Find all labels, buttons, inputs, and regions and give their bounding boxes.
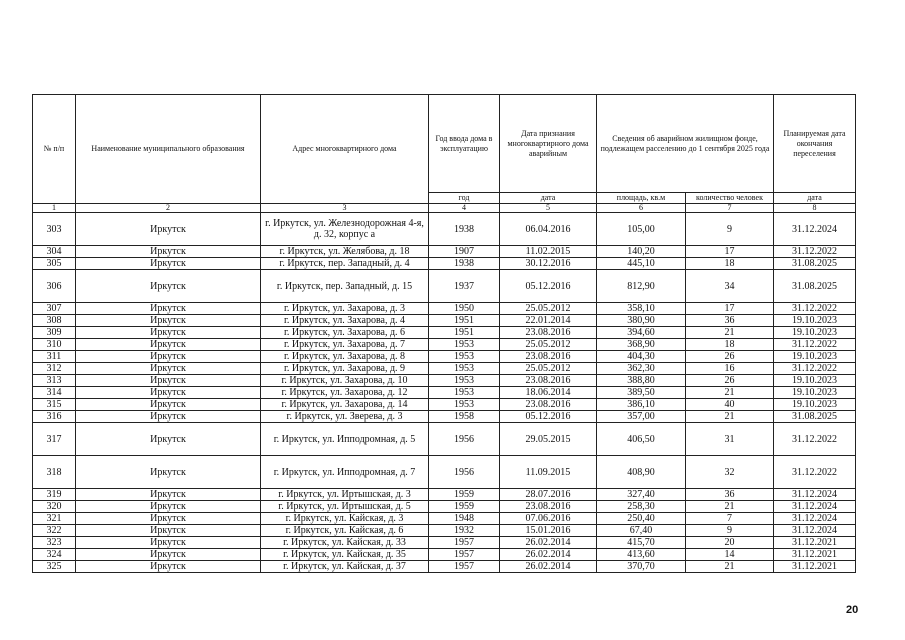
header-year: Год ввода дома в эксплуатацию: [429, 95, 500, 193]
cell-planned-date: 31.08.2025: [774, 411, 856, 423]
cell-year: 1956: [429, 423, 500, 456]
column-number: 2: [76, 204, 261, 213]
cell-municipality: Иркутск: [76, 399, 261, 411]
cell-area: 380,90: [597, 315, 686, 327]
cell-municipality: Иркутск: [76, 339, 261, 351]
cell-address: г. Иркутск, пер. Западный, д. 15: [261, 270, 429, 303]
cell-address: г. Иркутск, ул. Захарова, д. 10: [261, 375, 429, 387]
cell-year: 1957: [429, 549, 500, 561]
cell-planned-date: 31.08.2025: [774, 258, 856, 270]
cell-area: 394,60: [597, 327, 686, 339]
cell-municipality: Иркутск: [76, 525, 261, 537]
cell-year: 1953: [429, 375, 500, 387]
column-number: 7: [686, 204, 774, 213]
cell-address: г. Иркутск, ул. Захарова, д. 9: [261, 363, 429, 375]
cell-people: 9: [686, 525, 774, 537]
table-row: [33, 375, 856, 387]
cell-area: 388,80: [597, 375, 686, 387]
cell-planned-date: 31.12.2022: [774, 339, 856, 351]
header-address: Адрес многоквартирного дома: [261, 95, 429, 204]
cell-year: 1950: [429, 303, 500, 315]
cell-emergency-date: 23.08.2016: [500, 327, 597, 339]
cell-people: 32: [686, 456, 774, 489]
table-row: [33, 423, 856, 456]
table-row: [33, 315, 856, 327]
cell-emergency-date: 11.09.2015: [500, 456, 597, 489]
cell-area: 250,40: [597, 513, 686, 525]
cell-row-number: 317: [33, 423, 76, 456]
cell-emergency-date: 23.08.2016: [500, 351, 597, 363]
cell-people: 34: [686, 270, 774, 303]
cell-row-number: 313: [33, 375, 76, 387]
cell-address: г. Иркутск, ул. Кайская, д. 37: [261, 561, 429, 573]
cell-emergency-date: 22.01.2014: [500, 315, 597, 327]
cell-planned-date: 31.12.2022: [774, 456, 856, 489]
cell-planned-date: 31.12.2022: [774, 303, 856, 315]
cell-row-number: 304: [33, 246, 76, 258]
cell-row-number: 321: [33, 513, 76, 525]
cell-address: г. Иркутск, ул. Иртышская, д. 5: [261, 501, 429, 513]
header-municipality: Наименование муниципального образования: [76, 95, 261, 204]
cell-address: г. Иркутск, ул. Желябова, д. 18: [261, 246, 429, 258]
cell-municipality: Иркутск: [76, 387, 261, 399]
cell-municipality: Иркутск: [76, 303, 261, 315]
cell-municipality: Иркутск: [76, 375, 261, 387]
cell-emergency-date: 11.02.2015: [500, 246, 597, 258]
column-number: 4: [429, 204, 500, 213]
cell-people: 9: [686, 213, 774, 246]
cell-planned-date: 31.12.2024: [774, 525, 856, 537]
subheader-area: площадь, кв.м: [597, 193, 686, 204]
cell-people: 17: [686, 246, 774, 258]
cell-row-number: 325: [33, 561, 76, 573]
cell-people: 16: [686, 363, 774, 375]
cell-emergency-date: 05.12.2016: [500, 411, 597, 423]
cell-year: 1953: [429, 351, 500, 363]
cell-year: 1958: [429, 411, 500, 423]
cell-area: 362,30: [597, 363, 686, 375]
cell-address: г. Иркутск, ул. Захарова, д. 8: [261, 351, 429, 363]
cell-municipality: Иркутск: [76, 501, 261, 513]
table-row: [33, 537, 856, 549]
cell-municipality: Иркутск: [76, 246, 261, 258]
column-number: 5: [500, 204, 597, 213]
cell-municipality: Иркутск: [76, 258, 261, 270]
cell-emergency-date: 15.01.2016: [500, 525, 597, 537]
cell-emergency-date: 25.05.2012: [500, 363, 597, 375]
table-row: [33, 258, 856, 270]
cell-planned-date: 31.12.2022: [774, 423, 856, 456]
cell-area: 258,30: [597, 501, 686, 513]
cell-area: 386,10: [597, 399, 686, 411]
cell-people: 26: [686, 375, 774, 387]
cell-people: 21: [686, 501, 774, 513]
cell-people: 14: [686, 549, 774, 561]
cell-year: 1956: [429, 456, 500, 489]
cell-year: 1951: [429, 327, 500, 339]
cell-row-number: 324: [33, 549, 76, 561]
cell-row-number: 316: [33, 411, 76, 423]
cell-area: 404,30: [597, 351, 686, 363]
column-number: 6: [597, 204, 686, 213]
cell-year: 1953: [429, 363, 500, 375]
cell-year: 1951: [429, 315, 500, 327]
cell-area: 445,10: [597, 258, 686, 270]
cell-year: 1959: [429, 489, 500, 501]
cell-emergency-date: 23.08.2016: [500, 375, 597, 387]
cell-year: 1932: [429, 525, 500, 537]
cell-address: г. Иркутск, ул. Кайская, д. 33: [261, 537, 429, 549]
cell-year: 1953: [429, 339, 500, 351]
cell-row-number: 314: [33, 387, 76, 399]
header-row-number: № п/п: [33, 95, 76, 204]
cell-row-number: 312: [33, 363, 76, 375]
header-planned-date: Планируемая дата окончания переселения: [774, 95, 856, 193]
cell-emergency-date: 29.05.2015: [500, 423, 597, 456]
cell-address: г. Иркутск, ул. Захарова, д. 4: [261, 315, 429, 327]
cell-people: 40: [686, 399, 774, 411]
cell-area: 370,70: [597, 561, 686, 573]
cell-area: 358,10: [597, 303, 686, 315]
cell-row-number: 318: [33, 456, 76, 489]
cell-planned-date: 19.10.2023: [774, 351, 856, 363]
cell-emergency-date: 23.08.2016: [500, 399, 597, 411]
table-row: [33, 363, 856, 375]
cell-planned-date: 31.12.2024: [774, 213, 856, 246]
cell-emergency-date: 18.06.2014: [500, 387, 597, 399]
cell-year: 1959: [429, 501, 500, 513]
cell-row-number: 319: [33, 489, 76, 501]
cell-planned-date: 31.12.2024: [774, 513, 856, 525]
table-row: [33, 399, 856, 411]
cell-address: г. Иркутск, ул. Кайская, д. 3: [261, 513, 429, 525]
cell-address: г. Иркутск, ул. Захарова, д. 12: [261, 387, 429, 399]
cell-year: 1937: [429, 270, 500, 303]
cell-address: г. Иркутск, ул. Кайская, д. 35: [261, 549, 429, 561]
table-row: [33, 561, 856, 573]
cell-row-number: 310: [33, 339, 76, 351]
cell-planned-date: 19.10.2023: [774, 375, 856, 387]
cell-emergency-date: 23.08.2016: [500, 501, 597, 513]
cell-row-number: 315: [33, 399, 76, 411]
cell-area: 408,90: [597, 456, 686, 489]
cell-planned-date: 31.12.2022: [774, 363, 856, 375]
table-row: [33, 246, 856, 258]
cell-emergency-date: 06.04.2016: [500, 213, 597, 246]
cell-address: г. Иркутск, ул. Ипподромная, д. 5: [261, 423, 429, 456]
cell-area: 105,00: [597, 213, 686, 246]
cell-area: 67,40: [597, 525, 686, 537]
table-row: [33, 387, 856, 399]
cell-address: г. Иркутск, ул. Захарова, д. 6: [261, 327, 429, 339]
cell-people: 21: [686, 387, 774, 399]
table-row: [33, 351, 856, 363]
cell-address: г. Иркутск, ул. Кайская, д. 6: [261, 525, 429, 537]
cell-area: 368,90: [597, 339, 686, 351]
cell-row-number: 322: [33, 525, 76, 537]
cell-municipality: Иркутск: [76, 456, 261, 489]
cell-people: 17: [686, 303, 774, 315]
cell-people: 31: [686, 423, 774, 456]
cell-planned-date: 19.10.2023: [774, 315, 856, 327]
cell-people: 18: [686, 339, 774, 351]
cell-planned-date: 19.10.2023: [774, 399, 856, 411]
cell-people: 36: [686, 489, 774, 501]
cell-emergency-date: 28.07.2016: [500, 489, 597, 501]
cell-municipality: Иркутск: [76, 489, 261, 501]
table-row: [33, 303, 856, 315]
cell-area: 812,90: [597, 270, 686, 303]
cell-people: 7: [686, 513, 774, 525]
cell-address: г. Иркутск, ул. Ипподромная, д. 7: [261, 456, 429, 489]
cell-emergency-date: 26.02.2014: [500, 549, 597, 561]
cell-address: г. Иркутск, ул. Железнодорожная 4-я, д. 32, корпус а: [261, 213, 429, 246]
subheader-year: год: [429, 193, 500, 204]
subheader-end-date: дата: [774, 193, 856, 204]
cell-planned-date: 31.12.2021: [774, 561, 856, 573]
cell-municipality: Иркутск: [76, 213, 261, 246]
header-housing-info: Сведения об аварийном жилищном фонде, подлежащем расселению до 1 сентября 2025 года: [597, 95, 774, 193]
cell-address: г. Иркутск, ул. Захарова, д. 14: [261, 399, 429, 411]
page-number: 20: [846, 604, 859, 616]
cell-row-number: 305: [33, 258, 76, 270]
cell-row-number: 320: [33, 501, 76, 513]
cell-emergency-date: 30.12.2016: [500, 258, 597, 270]
table-row: [33, 456, 856, 489]
cell-address: г. Иркутск, ул. Иртышская, д. 3: [261, 489, 429, 501]
cell-planned-date: 31.12.2022: [774, 246, 856, 258]
cell-row-number: 323: [33, 537, 76, 549]
cell-row-number: 308: [33, 315, 76, 327]
cell-people: 26: [686, 351, 774, 363]
cell-address: г. Иркутск, ул. Зверева, д. 3: [261, 411, 429, 423]
cell-area: 357,00: [597, 411, 686, 423]
table-body: [33, 213, 856, 573]
cell-planned-date: 19.10.2023: [774, 327, 856, 339]
cell-municipality: Иркутск: [76, 270, 261, 303]
table-row: [33, 339, 856, 351]
header-emergency-date: Дата признания многоквартирного дома аварийным: [500, 95, 597, 193]
cell-municipality: Иркутск: [76, 423, 261, 456]
cell-emergency-date: 25.05.2012: [500, 303, 597, 315]
cell-emergency-date: 26.02.2014: [500, 561, 597, 573]
cell-people: 36: [686, 315, 774, 327]
table-row: [33, 513, 856, 525]
table-row: [33, 270, 856, 303]
table-row: [33, 549, 856, 561]
cell-address: г. Иркутск, ул. Захарова, д. 7: [261, 339, 429, 351]
subheader-date: дата: [500, 193, 597, 204]
cell-row-number: 306: [33, 270, 76, 303]
cell-row-number: 311: [33, 351, 76, 363]
cell-area: 140,20: [597, 246, 686, 258]
cell-row-number: 303: [33, 213, 76, 246]
column-number: 8: [774, 204, 856, 213]
cell-area: 406,50: [597, 423, 686, 456]
cell-emergency-date: 05.12.2016: [500, 270, 597, 303]
cell-emergency-date: 25.05.2012: [500, 339, 597, 351]
cell-row-number: 307: [33, 303, 76, 315]
cell-year: 1953: [429, 399, 500, 411]
table-row: [33, 327, 856, 339]
table-row: [33, 525, 856, 537]
column-number: 3: [261, 204, 429, 213]
cell-area: 415,70: [597, 537, 686, 549]
cell-people: 21: [686, 327, 774, 339]
cell-year: 1957: [429, 561, 500, 573]
cell-planned-date: 31.12.2021: [774, 549, 856, 561]
subheader-people: количество человек: [686, 193, 774, 204]
cell-area: 413,60: [597, 549, 686, 561]
cell-area: 327,40: [597, 489, 686, 501]
cell-address: г. Иркутск, ул. Захарова, д. 3: [261, 303, 429, 315]
cell-municipality: Иркутск: [76, 561, 261, 573]
table-row: [33, 213, 856, 246]
cell-municipality: Иркутск: [76, 513, 261, 525]
cell-municipality: Иркутск: [76, 315, 261, 327]
cell-municipality: Иркутск: [76, 411, 261, 423]
cell-municipality: Иркутск: [76, 363, 261, 375]
resettlement-table: [32, 94, 856, 573]
cell-planned-date: 19.10.2023: [774, 387, 856, 399]
cell-people: 21: [686, 561, 774, 573]
table-row: [33, 489, 856, 501]
cell-area: 389,50: [597, 387, 686, 399]
cell-emergency-date: 26.02.2014: [500, 537, 597, 549]
cell-planned-date: 31.12.2024: [774, 489, 856, 501]
cell-planned-date: 31.08.2025: [774, 270, 856, 303]
cell-people: 20: [686, 537, 774, 549]
cell-municipality: Иркутск: [76, 549, 261, 561]
column-number: 1: [33, 204, 76, 213]
cell-people: 21: [686, 411, 774, 423]
cell-people: 18: [686, 258, 774, 270]
cell-year: 1907: [429, 246, 500, 258]
cell-year: 1938: [429, 213, 500, 246]
cell-municipality: Иркутск: [76, 351, 261, 363]
cell-year: 1938: [429, 258, 500, 270]
cell-planned-date: 31.12.2024: [774, 501, 856, 513]
cell-municipality: Иркутск: [76, 327, 261, 339]
table-row: [33, 501, 856, 513]
cell-year: 1953: [429, 387, 500, 399]
cell-row-number: 309: [33, 327, 76, 339]
table-row: [33, 411, 856, 423]
cell-year: 1957: [429, 537, 500, 549]
cell-address: г. Иркутск, пер. Западный, д. 4: [261, 258, 429, 270]
cell-planned-date: 31.12.2021: [774, 537, 856, 549]
cell-year: 1948: [429, 513, 500, 525]
cell-municipality: Иркутск: [76, 537, 261, 549]
cell-emergency-date: 07.06.2016: [500, 513, 597, 525]
